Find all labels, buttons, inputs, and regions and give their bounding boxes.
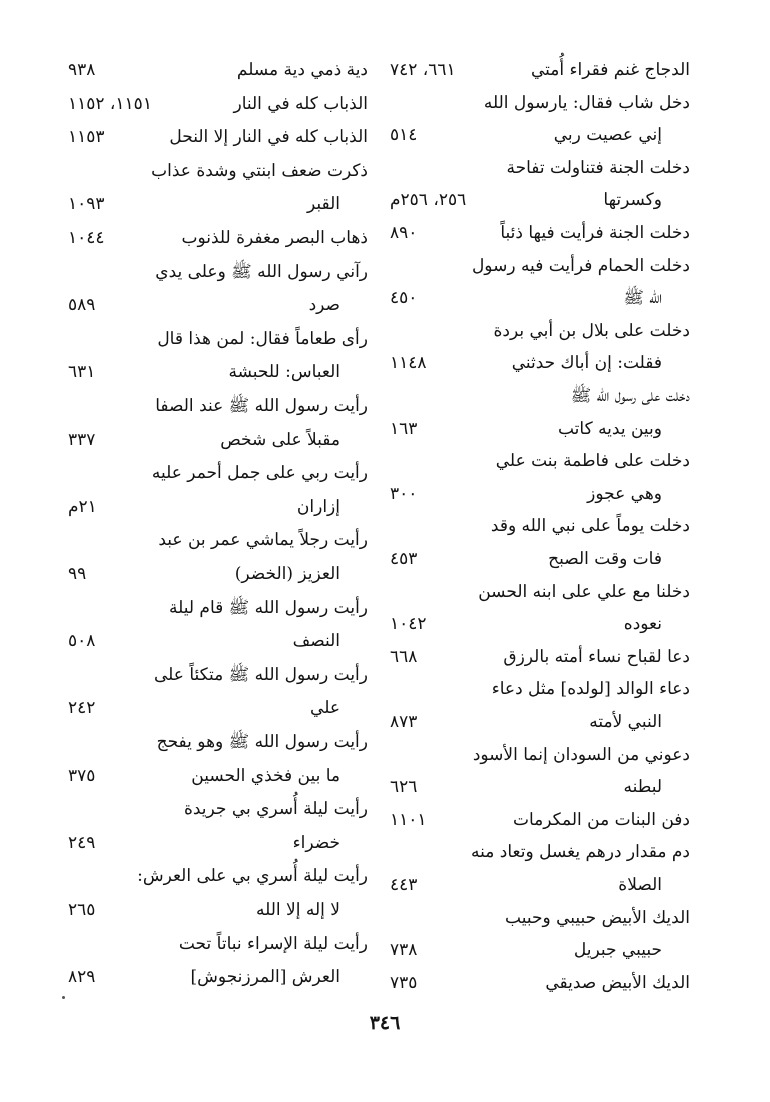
entry-text: لبطنه	[623, 777, 662, 798]
entry-page-ref: ١١٤٨	[390, 353, 427, 374]
entry-text: دفن البنات من المكرمات	[512, 809, 690, 830]
entry-text: إزاران	[296, 496, 340, 517]
entry-page-ref: ١٠٤٢	[390, 614, 427, 635]
entry-text: رأيت رسول الله ﷺ عند الصفا	[155, 396, 368, 416]
entry-page-ref: ١١٠١	[390, 809, 427, 830]
index-entry	[58, 457, 368, 489]
entry-page-ref: ٦٣١	[68, 362, 96, 383]
index-entry	[380, 641, 690, 673]
entry-page-ref: ٨٩٠	[390, 223, 418, 243]
entry-text: دم مقدار درهم يغسل وتعاد منه	[471, 842, 690, 863]
entry-page-ref: ١٦٣	[390, 418, 418, 439]
entry-page-ref: ٨٢٩	[68, 967, 96, 988]
entry-text: إني عصيت ربي	[553, 125, 662, 146]
index-entry	[58, 88, 368, 120]
entry-page-ref: ٤٥٣	[390, 549, 418, 569]
entry-page-ref: ٧٣٥	[390, 972, 418, 993]
entry-page-ref: ٢٤٩	[68, 832, 96, 853]
entry-text: العباس: للحبشة	[228, 362, 340, 383]
index-entry	[58, 592, 368, 624]
index-entry	[380, 934, 690, 966]
right-column	[380, 54, 690, 1004]
index-entry	[380, 380, 690, 412]
index-entry	[380, 315, 690, 347]
entry-text: رأيت ربي على جمل أحمر عليه	[151, 463, 368, 484]
entry-text: صرد	[308, 295, 340, 316]
index-entry	[380, 608, 690, 640]
index-entry	[58, 390, 368, 422]
index-entry	[58, 424, 368, 456]
entry-text: دعاء الوالد [لولده] مثل دعاء	[491, 679, 690, 700]
index-entry	[380, 152, 690, 184]
index-entry	[380, 771, 690, 803]
entry-text: رأيت ليلة أُسري بي جريدة	[183, 799, 368, 820]
index-entry	[380, 836, 690, 868]
entry-text: دخلت يوماً على نبي الله وقد	[490, 516, 690, 537]
entry-text: لا إله إلا الله	[256, 900, 340, 920]
entry-page-ref: ١٠٤٤	[68, 228, 105, 248]
index-entry	[380, 87, 690, 119]
index-entry	[58, 928, 368, 960]
entry-text: ذهاب البصر مغفرة للذنوب	[181, 228, 368, 248]
index-entry	[380, 413, 690, 445]
index-entry	[58, 558, 368, 590]
entry-text: رأيت رسول الله ﷺ قام ليلة	[168, 597, 368, 618]
entry-page-ref: ٨٧٣	[390, 712, 418, 732]
entry-page-ref: ٣٧٥	[68, 765, 96, 786]
entry-text: النبي لأمته	[589, 712, 662, 732]
index-entry	[58, 54, 368, 86]
entry-text: خضراء	[292, 832, 340, 853]
index-entry	[380, 706, 690, 738]
entry-text: دية ذمي دية مسلم	[236, 60, 368, 80]
entry-page-ref: ٤٥٠	[390, 288, 418, 309]
index-entry	[58, 894, 368, 926]
entry-text: دعا لقباح نساء أمته بالرزق	[503, 646, 690, 667]
entry-page-ref: ١١٥١، ١١٥٢	[68, 93, 152, 114]
entry-page-ref: ٦٦١، ٧٤٢	[390, 60, 456, 80]
entry-text: مقبلاً على شخص	[220, 429, 340, 450]
entry-text: ذكرت ضعف ابنتي وشدة عذاب	[151, 160, 368, 181]
entry-text: الصلاة	[618, 875, 662, 895]
entry-text: رأيت ليلة أُسري بي على العرش:	[137, 866, 368, 887]
entry-text: ما بين فخذي الحسين	[191, 765, 340, 786]
entry-text: وكسرتها	[603, 190, 662, 211]
index-entry	[58, 760, 368, 792]
index-entry	[380, 967, 690, 999]
entry-text: دخلنا مع علي على ابنه الحسن	[478, 581, 690, 602]
index-entry	[58, 692, 368, 724]
entry-page-ref: ٧٣٨	[390, 940, 418, 961]
entry-text: وهي عجوز	[587, 483, 662, 504]
index-entry	[380, 543, 690, 575]
entry-page-ref: ٢٦٥	[68, 900, 96, 920]
index-entry	[58, 524, 368, 556]
entry-text: الذباب كله في النار إلا النحل	[169, 127, 368, 148]
entry-page-ref: ٣٣٧	[68, 429, 96, 450]
entry-text: دخل شاب فقال: يارسول الله	[483, 92, 690, 113]
index-entry	[58, 289, 368, 321]
entry-page-ref: ٢٤٢	[68, 698, 96, 719]
index-entry	[380, 478, 690, 510]
entry-text: دخلت الجنة فتناولت تفاحة	[506, 157, 690, 178]
entry-text: النصف	[292, 631, 340, 652]
entry-text: فات وقت الصبح	[548, 549, 662, 569]
entry-text: العرش [المرزنجوش]	[190, 967, 340, 988]
entry-text: الديك الأبيض حبيبي وحبيب	[505, 907, 690, 928]
entry-text: وبين يديه كاتب	[557, 418, 662, 439]
entry-text: الديك الأبيض صديقي	[545, 972, 690, 993]
entry-page-ref: ٤٤٣	[390, 875, 418, 895]
entry-text: الذباب كله في النار	[233, 93, 368, 114]
index-entry	[58, 491, 368, 523]
index-entry	[380, 902, 690, 934]
entry-text: رآني رسول الله ﷺ وعلى يدي	[155, 261, 368, 282]
index-entry	[380, 282, 690, 314]
entry-text: رأيت رسول الله ﷺ متكئاً على	[153, 664, 368, 685]
index-entry	[58, 793, 368, 825]
index-entry	[380, 869, 690, 901]
entry-text: الدجاج غنم فقراء أُمتي	[531, 60, 690, 80]
index-entry	[380, 119, 690, 151]
index-entry	[380, 445, 690, 477]
index-entry	[380, 347, 690, 379]
entry-text: دعوني من السودان إنما الأسود	[472, 744, 690, 765]
entry-text: دخلت على بلال بن أبي بردة	[493, 320, 690, 341]
index-entry	[58, 155, 368, 187]
entry-text: فقلت: إن أباك حدثني	[511, 353, 662, 374]
entry-text: رأيت رجلاً يماشي عمر بن عبد	[158, 530, 368, 551]
entry-text: دخلت على رسول الله ﷺ	[570, 386, 690, 406]
index-entry	[380, 250, 690, 282]
entry-text: علي	[310, 698, 340, 719]
entry-page-ref: ٩٩	[68, 564, 87, 584]
page-number: ٣٤٦	[369, 1012, 401, 1034]
entry-page-ref: ٢١م	[68, 496, 97, 517]
index-entry	[380, 217, 690, 249]
entry-text: دخلت الحمام فرأيت فيه رسول	[471, 255, 690, 276]
entry-text: الله ﷺ	[623, 288, 662, 309]
entry-page-ref: ٥٠٨	[68, 631, 96, 652]
left-column	[58, 54, 368, 1004]
index-entry	[58, 659, 368, 691]
entry-text: رأيت رسول الله ﷺ وهو يفحج	[156, 732, 368, 752]
entry-page-ref: ٢٥٦، ٢٥٦م	[390, 190, 467, 211]
index-entry	[58, 188, 368, 220]
page-speck	[62, 996, 65, 999]
entry-text: العزيز (الخضر)	[234, 564, 340, 584]
index-entry	[58, 256, 368, 288]
index-entry	[58, 827, 368, 859]
index-entry	[58, 726, 368, 758]
index-entry	[58, 961, 368, 993]
entry-page-ref: ١٠٩٣	[68, 194, 105, 215]
entry-text: رأى طعاماً فقال: لمن هذا قال	[157, 328, 368, 349]
index-entry	[58, 222, 368, 254]
index-entry	[58, 860, 368, 892]
entry-text: حبيبي جبريل	[573, 940, 662, 961]
entry-page-ref: ٦٦٨	[390, 646, 418, 667]
index-entry	[58, 121, 368, 153]
entry-text: نعوده	[623, 614, 662, 635]
index-entry	[380, 739, 690, 771]
entry-text: دخلت على فاطمة بنت علي	[495, 451, 690, 472]
index-entry	[380, 510, 690, 542]
index-entry	[58, 625, 368, 657]
entry-text: دخلت الجنة فرأيت فيها ذئباً	[500, 223, 690, 243]
entry-page-ref: ٩٣٨	[68, 60, 96, 80]
index-entry	[380, 54, 690, 86]
index-entry	[380, 673, 690, 705]
entry-text: رأيت ليلة الإسراء نباتاً تحت	[178, 933, 368, 954]
entry-page-ref: ١١٥٣	[68, 127, 105, 148]
index-entry	[58, 323, 368, 355]
index-entry	[58, 356, 368, 388]
entry-text: القبر	[306, 194, 340, 215]
entry-page-ref: ٣٠٠	[390, 483, 418, 504]
index-entry	[380, 804, 690, 836]
index-entry	[380, 576, 690, 608]
entry-page-ref: ٥٨٩	[68, 295, 96, 316]
index-entry	[380, 184, 690, 216]
entry-page-ref: ٥١٤	[390, 125, 418, 146]
entry-page-ref: ٦٢٦	[390, 777, 418, 798]
